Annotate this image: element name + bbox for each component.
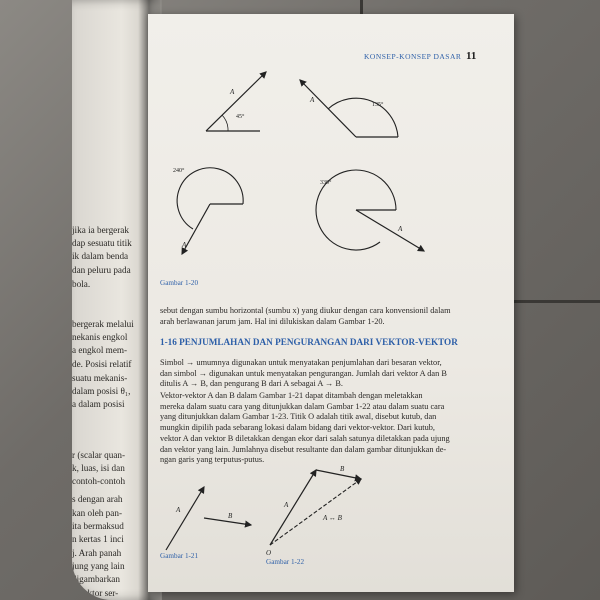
page-number: 11 bbox=[466, 50, 477, 62]
left-page-text-line: dap sesuatu titik bbox=[72, 238, 132, 248]
figure-1-20-drawing bbox=[148, 14, 514, 592]
left-page-text-line: k, luas, isi dan bbox=[72, 463, 125, 473]
text-line: Simbol → umumnya digunakan untuk menyatakan penjumlahan dari besaran vektor, bbox=[160, 358, 442, 367]
text-line: dan vektor yang lain. Jumlahnya disebut resultante dan dalam gambar ditunjukkan de- bbox=[160, 444, 447, 454]
vector-330-diagram bbox=[316, 170, 424, 251]
left-page-text-line: jika ia bergerak bbox=[72, 225, 129, 235]
vector-label: A bbox=[176, 506, 181, 514]
text-line: Vektor-vektor A dan B dalam Gambar 1-21 dapat ditambah dengan meletakkan bbox=[160, 391, 423, 400]
text-line: ngan garis yang terputus-putus. bbox=[160, 455, 265, 465]
left-page-text-line: bola. bbox=[72, 279, 91, 289]
text-line: dan simbol → digunakan untuk menyatakan pengurangan. Jumlah dari vektor A dan B bbox=[160, 368, 447, 378]
vector-label: A bbox=[310, 96, 315, 104]
left-page-text-line: dan peluru pada bbox=[72, 265, 131, 275]
left-page-text-line: dalam posisi θ₁, bbox=[72, 386, 131, 396]
figure-caption: Gambar 1-22 bbox=[266, 558, 305, 566]
figure-1-21-drawing bbox=[166, 487, 251, 550]
vector-135-diagram bbox=[300, 80, 398, 137]
resultant-label: A ↔ B bbox=[323, 514, 342, 522]
text-line: vektor A dan vektor B diletakkan dengan ekor dari salah satunya diletakkan pada ujung bbox=[160, 433, 450, 443]
angle-label: 45° bbox=[236, 114, 245, 120]
left-page-text-line: a engkol mem- bbox=[72, 345, 128, 355]
paragraph-3 bbox=[160, 391, 450, 466]
figure-caption: Gambar 1-20 bbox=[160, 279, 199, 287]
text-line: ditulis A → B, dan pengurang B dari A sebagai A → B. bbox=[160, 379, 343, 389]
vector-label: A bbox=[398, 225, 403, 233]
left-page-text-line: nekanis engkol bbox=[72, 332, 128, 342]
vector-label: B bbox=[228, 512, 233, 520]
text-line: mereka dalam suatu cara yang ditunjukkan dalam Gambar 1-22 atau dalam suatu cara bbox=[160, 401, 445, 411]
vector-45-diagram bbox=[206, 72, 266, 131]
left-page-text-line: jung yang lain bbox=[72, 561, 125, 571]
section-title: 1-16 PENJUMLAHAN DAN PENGURANGAN DARI VEKTOR-VEKTOR bbox=[160, 337, 458, 347]
paragraph-1 bbox=[160, 306, 451, 327]
vector-label: A bbox=[182, 241, 187, 249]
origin-label: O bbox=[266, 549, 272, 557]
left-page-text-line: s dengan arah bbox=[72, 494, 123, 504]
figure-1-22-drawing bbox=[266, 465, 361, 557]
left-page-text-line: ita bermaksud bbox=[72, 521, 124, 531]
left-page-text-line: suatu mekanis- bbox=[72, 373, 128, 383]
left-page-text-line: kan oleh pan- bbox=[72, 508, 123, 518]
left-page-text-line: n kertas 1 inci bbox=[72, 534, 124, 544]
vector-label: A bbox=[230, 88, 235, 96]
left-page-text-line: h vektor ser- bbox=[72, 588, 119, 598]
left-page-text-line: digambarkan bbox=[72, 574, 120, 584]
angle-label: 330° bbox=[320, 180, 332, 186]
text-line: sebut dengan sumbu horizontal (sumbu x) yang diukur dengan cara konvensionil dalam bbox=[160, 306, 451, 315]
left-page-text-line: contoh-contoh bbox=[72, 476, 126, 486]
angle-label: 135° bbox=[372, 102, 384, 108]
vector-240-diagram bbox=[173, 167, 243, 254]
paragraph-2 bbox=[160, 358, 447, 390]
left-page-text-line: a dalam posisi bbox=[72, 399, 125, 409]
left-page-text-line: bergerak melalui bbox=[72, 319, 134, 329]
figure-caption: Gambar 1-21 bbox=[160, 552, 199, 560]
left-page-text-line: r (scalar quan- bbox=[72, 450, 126, 460]
vector-label: A bbox=[284, 501, 289, 509]
vector-label: B bbox=[340, 465, 345, 473]
floor-grout-line bbox=[513, 300, 600, 303]
text-line: yang ditunjukkan dalam Gambar 1-23. Titik O adalah titik awal, disebut kutub, dan bbox=[160, 412, 437, 422]
text-line: mungkin dipilih pada sebarang lokasi dalam bidang dari vektor-vektor. Dari kutub, bbox=[160, 423, 435, 433]
angle-label: 240° bbox=[173, 168, 185, 174]
right-page bbox=[148, 14, 514, 592]
text-line: arah berlawanan jarum jam. Hal ini dilukiskan dalam Gambar 1-20. bbox=[160, 316, 385, 326]
left-page-text-line: j. Arah panah bbox=[72, 548, 122, 558]
running-header: KONSEP-KONSEP DASAR bbox=[364, 52, 462, 61]
left-page-text-line: ik dalam benda bbox=[72, 251, 129, 261]
left-page-text-line: de. Posisi relatif bbox=[72, 359, 132, 369]
